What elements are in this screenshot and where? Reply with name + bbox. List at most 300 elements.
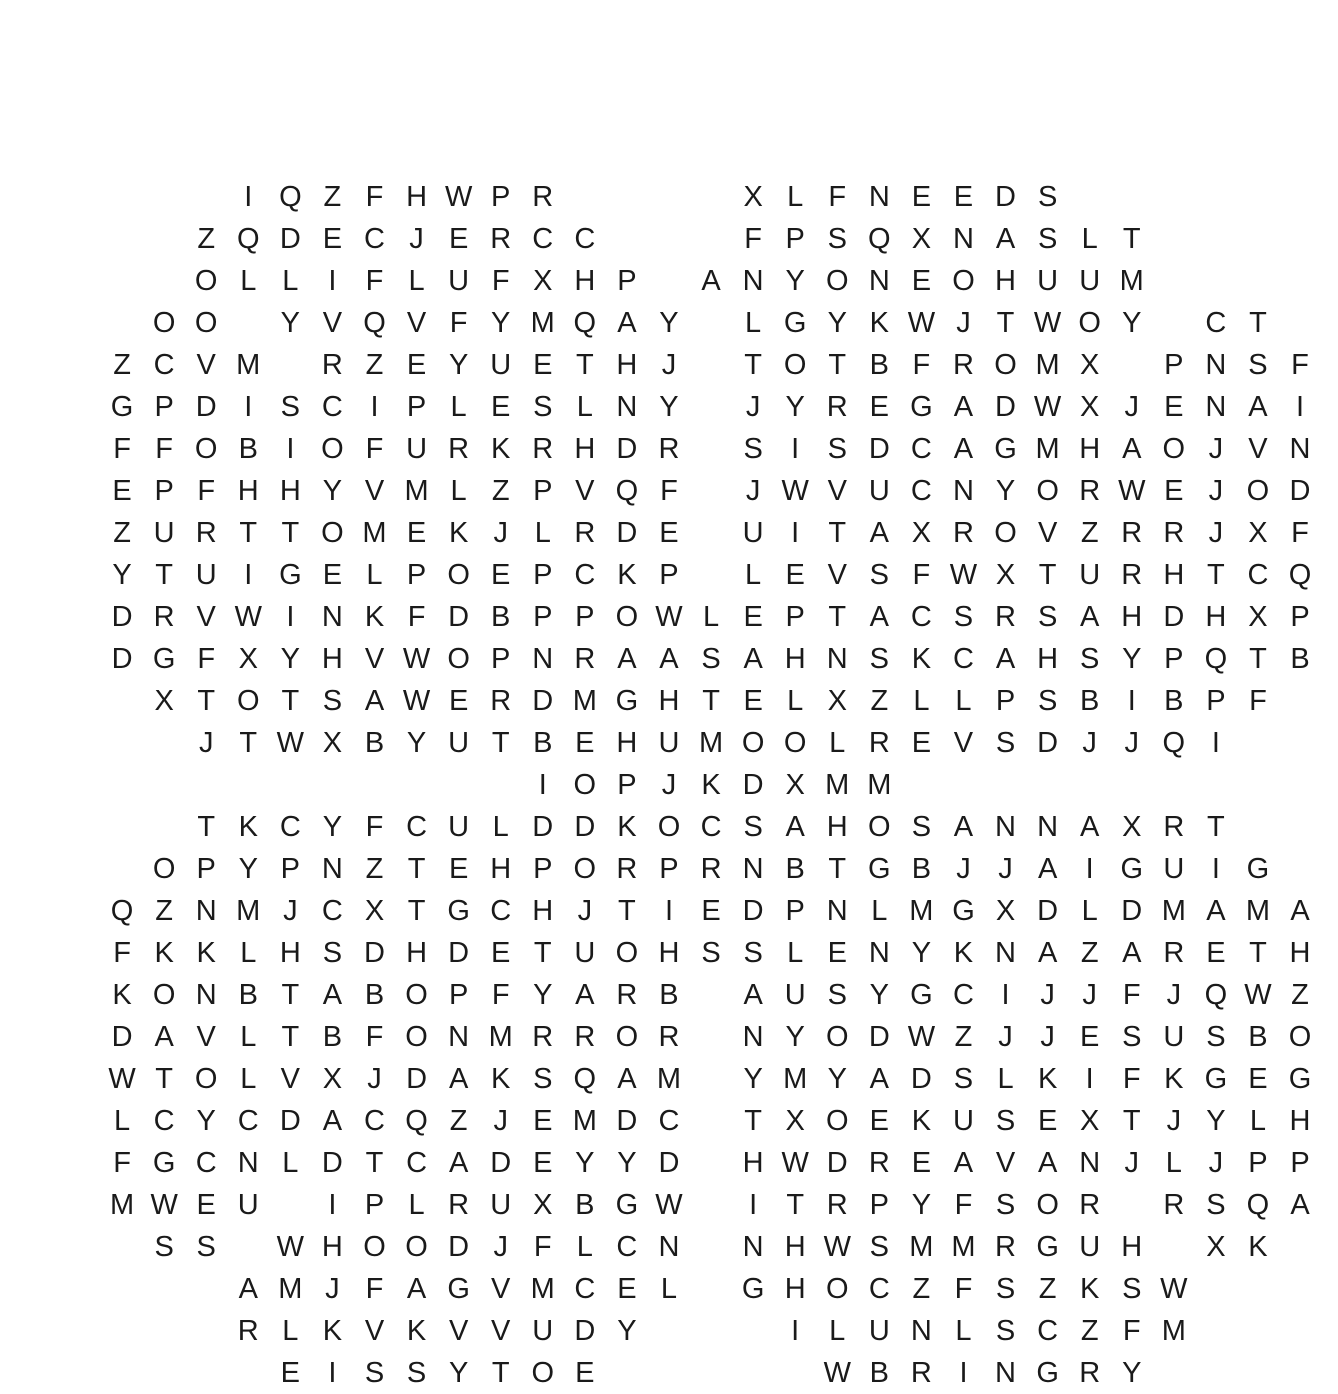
letter-cell[interactable]: T (281, 979, 300, 1011)
letter-cell[interactable]: D (658, 1147, 680, 1179)
letter-cell[interactable]: V (196, 349, 216, 381)
letter-cell[interactable]: F (912, 559, 931, 591)
letter-cell[interactable]: Q (573, 307, 597, 339)
letter-cell[interactable]: E (659, 517, 679, 549)
letter-cell[interactable]: J (325, 1273, 340, 1305)
letter-cell[interactable]: S (1206, 1021, 1226, 1053)
letter-cell[interactable]: H (279, 937, 301, 969)
letter-cell[interactable]: U (1163, 1021, 1185, 1053)
letter-cell[interactable]: C (406, 811, 428, 843)
letter-cell[interactable]: S (743, 811, 763, 843)
letter-cell[interactable]: I (370, 391, 379, 423)
letter-cell[interactable]: Z (954, 1021, 973, 1053)
letter-cell[interactable]: O (152, 853, 176, 885)
letter-cell[interactable]: O (1036, 1189, 1059, 1221)
letter-cell[interactable]: A (785, 811, 805, 843)
letter-cell[interactable]: H (1079, 433, 1101, 465)
letter-cell[interactable]: M (236, 895, 261, 927)
letter-cell[interactable]: P (491, 181, 511, 213)
letter-cell[interactable]: G (1036, 1357, 1059, 1389)
letter-cell[interactable]: X (154, 685, 174, 717)
letter-cell[interactable]: T (491, 727, 510, 759)
letter-cell[interactable]: N (1205, 391, 1227, 423)
letter-cell[interactable]: C (1247, 559, 1269, 591)
letter-cell[interactable]: G (910, 391, 933, 423)
letter-cell[interactable]: R (574, 643, 596, 675)
letter-cell[interactable]: L (450, 475, 467, 507)
letter-cell[interactable]: S (322, 937, 343, 969)
letter-cell[interactable]: J (956, 853, 971, 885)
letter-cell[interactable]: M (867, 769, 892, 801)
letter-cell[interactable]: O (194, 433, 218, 465)
letter-cell[interactable]: N (448, 1021, 470, 1053)
letter-cell[interactable]: F (365, 1273, 384, 1305)
letter-cell[interactable]: W (1244, 979, 1272, 1011)
letter-cell[interactable]: G (615, 1189, 639, 1221)
letter-cell[interactable]: R (1079, 1357, 1101, 1389)
letter-cell[interactable]: I (791, 1315, 800, 1347)
letter-cell[interactable]: L (450, 391, 467, 423)
letter-cell[interactable]: R (868, 727, 890, 759)
letter-cell[interactable]: J (661, 769, 677, 801)
letter-cell[interactable]: L (282, 1147, 299, 1179)
letter-cell[interactable]: F (1291, 517, 1309, 549)
letter-cell[interactable]: C (532, 223, 554, 255)
letter-cell[interactable]: M (530, 1273, 555, 1305)
letter-cell[interactable]: F (365, 433, 384, 465)
letter-cell[interactable]: Z (155, 895, 173, 927)
letter-cell[interactable]: S (953, 1063, 974, 1095)
letter-cell[interactable]: K (1164, 1063, 1184, 1095)
letter-cell[interactable]: N (321, 853, 343, 885)
letter-cell[interactable]: P (448, 979, 469, 1011)
letter-cell[interactable]: D (1121, 895, 1143, 927)
letter-cell[interactable]: M (1035, 433, 1060, 465)
letter-cell[interactable]: D (490, 1147, 512, 1179)
letter-cell[interactable]: O (152, 979, 176, 1011)
letter-cell[interactable]: Z (365, 349, 384, 381)
letter-cell[interactable]: R (826, 391, 848, 423)
letter-cell[interactable]: H (658, 685, 680, 717)
letter-cell[interactable]: Q (868, 223, 891, 255)
letter-cell[interactable]: G (1246, 853, 1270, 885)
letter-cell[interactable]: F (744, 223, 762, 255)
letter-cell[interactable]: F (113, 433, 131, 465)
letter-cell[interactable]: C (910, 475, 932, 507)
letter-cell[interactable]: E (953, 181, 974, 213)
letter-cell[interactable]: Y (533, 979, 553, 1011)
letter-cell[interactable]: D (111, 601, 133, 633)
letter-cell[interactable]: I (664, 895, 673, 927)
letter-cell[interactable]: O (405, 1231, 428, 1263)
letter-cell[interactable]: S (869, 1231, 889, 1263)
letter-cell[interactable]: X (364, 895, 385, 927)
letter-cell[interactable]: O (152, 307, 176, 339)
letter-cell[interactable]: D (1163, 601, 1185, 633)
letter-cell[interactable]: Z (1291, 979, 1309, 1011)
letter-cell[interactable]: D (321, 1147, 343, 1179)
letter-cell[interactable]: R (532, 1021, 554, 1053)
letter-cell[interactable]: O (615, 937, 639, 969)
letter-cell[interactable]: H (321, 643, 343, 675)
letter-cell[interactable]: S (533, 1063, 553, 1095)
letter-cell[interactable]: Z (449, 1105, 468, 1137)
letter-cell[interactable]: B (238, 979, 258, 1011)
letter-cell[interactable]: B (322, 1021, 343, 1053)
letter-cell[interactable]: L (240, 1063, 257, 1095)
letter-cell[interactable]: P (869, 1189, 889, 1221)
letter-cell[interactable]: D (406, 1063, 428, 1095)
letter-cell[interactable]: H (658, 937, 680, 969)
letter-cell[interactable]: Z (365, 853, 384, 885)
letter-cell[interactable]: P (617, 769, 637, 801)
letter-cell[interactable]: D (742, 769, 764, 801)
letter-cell[interactable]: P (196, 853, 216, 885)
letter-cell[interactable]: M (698, 727, 724, 759)
letter-cell[interactable]: L (1249, 1105, 1267, 1137)
letter-cell[interactable]: Q (405, 1105, 428, 1137)
letter-cell[interactable]: E (911, 181, 932, 213)
letter-cell[interactable]: A (238, 1273, 258, 1305)
letter-cell[interactable]: D (742, 895, 764, 927)
letter-cell[interactable]: O (405, 979, 428, 1011)
letter-cell[interactable]: N (742, 1231, 764, 1263)
letter-cell[interactable]: L (408, 1189, 425, 1221)
letter-cell[interactable]: C (574, 223, 596, 255)
letter-cell[interactable]: T (1207, 559, 1225, 591)
letter-cell[interactable]: R (195, 517, 217, 549)
letter-cell[interactable]: N (195, 979, 217, 1011)
letter-cell[interactable]: L (492, 811, 509, 843)
letter-cell[interactable]: A (995, 223, 1016, 255)
letter-cell[interactable]: Z (113, 517, 131, 549)
letter-cell[interactable]: R (1163, 937, 1185, 969)
letter-cell[interactable]: A (1206, 895, 1226, 927)
letter-cell[interactable]: N (1037, 811, 1059, 843)
letter-cell[interactable]: D (616, 1105, 638, 1137)
letter-cell[interactable]: T (239, 727, 258, 759)
letter-cell[interactable]: B (659, 979, 679, 1011)
letter-cell[interactable]: J (1208, 475, 1224, 507)
letter-cell[interactable]: E (280, 1357, 301, 1389)
letter-cell[interactable]: J (1208, 433, 1224, 465)
letter-cell[interactable]: U (532, 1315, 554, 1347)
letter-cell[interactable]: L (871, 895, 888, 927)
letter-cell[interactable]: M (362, 517, 387, 549)
letter-cell[interactable]: A (575, 979, 595, 1011)
letter-cell[interactable]: M (1161, 895, 1186, 927)
letter-cell[interactable]: V (953, 727, 974, 759)
letter-cell[interactable]: N (910, 1315, 932, 1347)
letter-cell[interactable]: E (491, 937, 511, 969)
letter-cell[interactable]: Z (491, 475, 510, 507)
letter-cell[interactable]: T (744, 349, 762, 381)
letter-cell[interactable]: F (912, 349, 931, 381)
letter-cell[interactable]: W (781, 1147, 809, 1179)
letter-cell[interactable]: Q (1288, 559, 1312, 591)
letter-cell[interactable]: D (448, 1231, 470, 1263)
letter-cell[interactable]: E (827, 937, 847, 969)
letter-cell[interactable]: D (111, 1021, 133, 1053)
letter-cell[interactable]: O (994, 517, 1017, 549)
letter-cell[interactable]: F (491, 979, 510, 1011)
letter-cell[interactable]: T (281, 685, 300, 717)
letter-cell[interactable]: A (1122, 937, 1142, 969)
letter-cell[interactable]: M (783, 1063, 808, 1095)
letter-cell[interactable]: C (279, 811, 301, 843)
letter-cell[interactable]: P (1248, 1147, 1268, 1179)
letter-cell[interactable]: E (491, 391, 511, 423)
letter-cell[interactable]: O (194, 1063, 218, 1095)
letter-cell[interactable]: A (1080, 601, 1100, 633)
letter-cell[interactable]: T (828, 853, 847, 885)
letter-cell[interactable]: A (953, 391, 974, 423)
letter-cell[interactable]: A (701, 265, 721, 297)
letter-cell[interactable]: A (406, 1273, 427, 1305)
letter-cell[interactable]: S (154, 1231, 174, 1263)
letter-cell[interactable]: H (1289, 1105, 1311, 1137)
letter-cell[interactable]: T (407, 853, 426, 885)
letter-cell[interactable]: O (825, 1021, 849, 1053)
letter-cell[interactable]: M (109, 1189, 135, 1221)
letter-cell[interactable]: Q (363, 307, 386, 339)
letter-cell[interactable]: J (1166, 979, 1182, 1011)
letter-cell[interactable]: U (237, 1189, 259, 1221)
letter-cell[interactable]: I (1127, 685, 1136, 717)
letter-cell[interactable]: A (1290, 895, 1310, 927)
letter-cell[interactable]: A (1122, 433, 1142, 465)
letter-cell[interactable]: P (154, 475, 174, 507)
letter-cell[interactable]: K (448, 517, 469, 549)
letter-cell[interactable]: Q (1246, 1189, 1270, 1221)
letter-cell[interactable]: L (787, 937, 804, 969)
letter-cell[interactable]: V (827, 475, 847, 507)
letter-cell[interactable]: E (112, 475, 132, 507)
letter-cell[interactable]: T (786, 1189, 805, 1221)
letter-cell[interactable]: K (112, 979, 132, 1011)
letter-cell[interactable]: I (328, 265, 337, 297)
letter-cell[interactable]: S (869, 643, 889, 675)
letter-cell[interactable]: P (995, 685, 1016, 717)
letter-cell[interactable]: M (909, 895, 934, 927)
letter-cell[interactable]: H (574, 265, 596, 297)
letter-cell[interactable]: P (785, 223, 805, 255)
letter-cell[interactable]: F (1122, 1315, 1141, 1347)
letter-cell[interactable]: Y (827, 307, 847, 339)
letter-cell[interactable]: B (238, 433, 258, 465)
letter-cell[interactable]: J (1208, 1147, 1224, 1179)
letter-cell[interactable]: A (322, 979, 343, 1011)
letter-cell[interactable]: J (1124, 727, 1139, 759)
letter-cell[interactable]: L (660, 1273, 678, 1305)
letter-cell[interactable]: Y (869, 979, 889, 1011)
letter-cell[interactable]: T (1122, 1105, 1141, 1137)
letter-cell[interactable]: B (869, 1357, 889, 1389)
letter-cell[interactable]: U (868, 475, 890, 507)
letter-cell[interactable]: R (490, 223, 512, 255)
letter-cell[interactable]: R (532, 433, 554, 465)
letter-cell[interactable]: E (1164, 391, 1184, 423)
letter-cell[interactable]: C (658, 1105, 680, 1137)
letter-cell[interactable]: U (784, 979, 806, 1011)
letter-cell[interactable]: A (617, 1063, 637, 1095)
letter-cell[interactable]: N (1205, 349, 1227, 381)
letter-cell[interactable]: A (364, 685, 385, 717)
letter-cell[interactable]: J (956, 307, 971, 339)
letter-cell[interactable]: G (152, 1147, 176, 1179)
letter-cell[interactable]: L (576, 1231, 593, 1263)
letter-cell[interactable]: O (783, 727, 807, 759)
letter-cell[interactable]: O (741, 727, 765, 759)
letter-cell[interactable]: S (911, 811, 932, 843)
letter-cell[interactable]: C (195, 1147, 217, 1179)
letter-cell[interactable]: E (491, 559, 511, 591)
letter-cell[interactable]: E (406, 349, 427, 381)
letter-cell[interactable]: V (364, 475, 385, 507)
letter-cell[interactable]: U (448, 811, 470, 843)
letter-cell[interactable]: P (659, 559, 679, 591)
letter-cell[interactable]: V (1248, 433, 1268, 465)
letter-cell[interactable]: E (448, 223, 469, 255)
letter-cell[interactable]: N (826, 895, 848, 927)
letter-cell[interactable]: N (868, 181, 890, 213)
letter-cell[interactable]: B (1164, 685, 1184, 717)
letter-cell[interactable]: S (827, 223, 847, 255)
letter-cell[interactable]: L (829, 727, 846, 759)
letter-cell[interactable]: D (616, 433, 638, 465)
letter-cell[interactable]: Q (1204, 643, 1228, 675)
letter-cell[interactable]: O (657, 811, 681, 843)
letter-cell[interactable]: T (197, 811, 216, 843)
letter-cell[interactable]: X (533, 1189, 553, 1221)
letter-cell[interactable]: J (1166, 1105, 1182, 1137)
letter-cell[interactable]: R (448, 433, 470, 465)
letter-cell[interactable]: M (572, 1105, 597, 1137)
letter-cell[interactable]: Z (912, 1273, 931, 1305)
letter-cell[interactable]: H (1121, 601, 1143, 633)
letter-cell[interactable]: V (322, 307, 343, 339)
letter-cell[interactable]: F (1122, 979, 1141, 1011)
letter-cell[interactable]: Y (785, 1021, 805, 1053)
letter-cell[interactable]: L (955, 1315, 972, 1347)
letter-cell[interactable]: R (868, 1147, 890, 1179)
letter-cell[interactable]: O (868, 811, 891, 843)
letter-cell[interactable]: E (617, 1273, 637, 1305)
letter-cell[interactable]: G (994, 433, 1017, 465)
letter-cell[interactable]: A (1037, 937, 1058, 969)
letter-cell[interactable]: E (196, 1189, 216, 1221)
letter-cell[interactable]: W (234, 601, 262, 633)
letter-cell[interactable]: K (491, 1063, 511, 1095)
letter-cell[interactable]: O (194, 307, 218, 339)
letter-cell[interactable]: L (787, 685, 804, 717)
letter-cell[interactable]: P (785, 895, 805, 927)
letter-cell[interactable]: O (615, 1021, 639, 1053)
letter-cell[interactable]: E (406, 517, 427, 549)
letter-cell[interactable]: E (911, 1147, 932, 1179)
letter-cell[interactable]: P (406, 559, 427, 591)
letter-cell[interactable]: I (791, 433, 800, 465)
letter-cell[interactable]: P (1164, 643, 1184, 675)
letter-cell[interactable]: R (995, 1231, 1016, 1263)
letter-cell[interactable]: I (328, 1189, 337, 1221)
letter-cell[interactable]: J (367, 1063, 382, 1095)
letter-cell[interactable]: Y (280, 307, 301, 339)
letter-cell[interactable]: J (1208, 517, 1224, 549)
letter-cell[interactable]: R (237, 1315, 259, 1347)
letter-cell[interactable]: N (658, 1231, 680, 1263)
letter-cell[interactable]: T (702, 685, 720, 717)
letter-cell[interactable]: R (616, 979, 638, 1011)
letter-cell[interactable]: F (365, 181, 384, 213)
letter-cell[interactable]: X (1122, 811, 1142, 843)
letter-cell[interactable]: G (868, 853, 891, 885)
letter-cell[interactable]: C (910, 433, 932, 465)
letter-cell[interactable]: O (952, 265, 975, 297)
letter-cell[interactable]: E (575, 727, 595, 759)
letter-cell[interactable]: F (197, 643, 216, 675)
letter-cell[interactable]: A (743, 643, 763, 675)
letter-cell[interactable]: B (364, 979, 385, 1011)
letter-cell[interactable]: W (907, 307, 936, 339)
letter-cell[interactable]: A (1037, 853, 1058, 885)
letter-cell[interactable]: R (952, 517, 974, 549)
letter-cell[interactable]: D (532, 685, 554, 717)
letter-cell[interactable]: I (244, 391, 253, 423)
letter-cell[interactable]: U (574, 937, 596, 969)
letter-cell[interactable]: O (405, 1021, 428, 1053)
letter-cell[interactable]: Y (1206, 1105, 1226, 1137)
letter-cell[interactable]: Q (279, 181, 302, 213)
letter-cell[interactable]: G (952, 895, 975, 927)
letter-cell[interactable]: T (365, 1147, 384, 1179)
letter-cell[interactable]: S (533, 391, 553, 423)
letter-cell[interactable]: Q (1162, 727, 1186, 759)
letter-cell[interactable]: T (1038, 559, 1057, 591)
letter-cell[interactable]: N (742, 1021, 764, 1053)
letter-cell[interactable]: I (791, 517, 800, 549)
letter-cell[interactable]: J (745, 475, 761, 507)
letter-cell[interactable]: R (826, 1189, 848, 1221)
letter-cell[interactable]: G (615, 685, 639, 717)
letter-cell[interactable]: A (617, 307, 637, 339)
letter-cell[interactable]: Q (1204, 979, 1228, 1011)
letter-cell[interactable]: T (618, 895, 636, 927)
letter-cell[interactable]: T (407, 895, 426, 927)
letter-cell[interactable]: O (194, 265, 218, 297)
letter-cell[interactable]: F (365, 811, 384, 843)
letter-cell[interactable]: P (364, 1189, 385, 1221)
letter-cell[interactable]: F (1122, 1063, 1141, 1095)
letter-cell[interactable]: W (907, 1021, 936, 1053)
letter-cell[interactable]: S (1206, 1189, 1226, 1221)
letter-cell[interactable]: K (1037, 1063, 1058, 1095)
letter-cell[interactable]: R (1121, 559, 1143, 591)
letter-cell[interactable]: W (276, 1231, 305, 1263)
letter-cell[interactable]: I (959, 1357, 968, 1389)
letter-cell[interactable]: M (909, 1231, 934, 1263)
letter-cell[interactable]: K (617, 559, 637, 591)
letter-cell[interactable]: D (995, 391, 1016, 423)
letter-cell[interactable]: M (1245, 895, 1271, 927)
letter-cell[interactable]: J (1124, 391, 1139, 423)
letter-cell[interactable]: R (952, 349, 974, 381)
letter-cell[interactable]: C (616, 1231, 638, 1263)
letter-cell[interactable]: G (152, 643, 176, 675)
letter-cell[interactable]: X (1206, 1231, 1226, 1263)
letter-cell[interactable]: L (534, 517, 551, 549)
letter-cell[interactable]: T (744, 1105, 762, 1137)
